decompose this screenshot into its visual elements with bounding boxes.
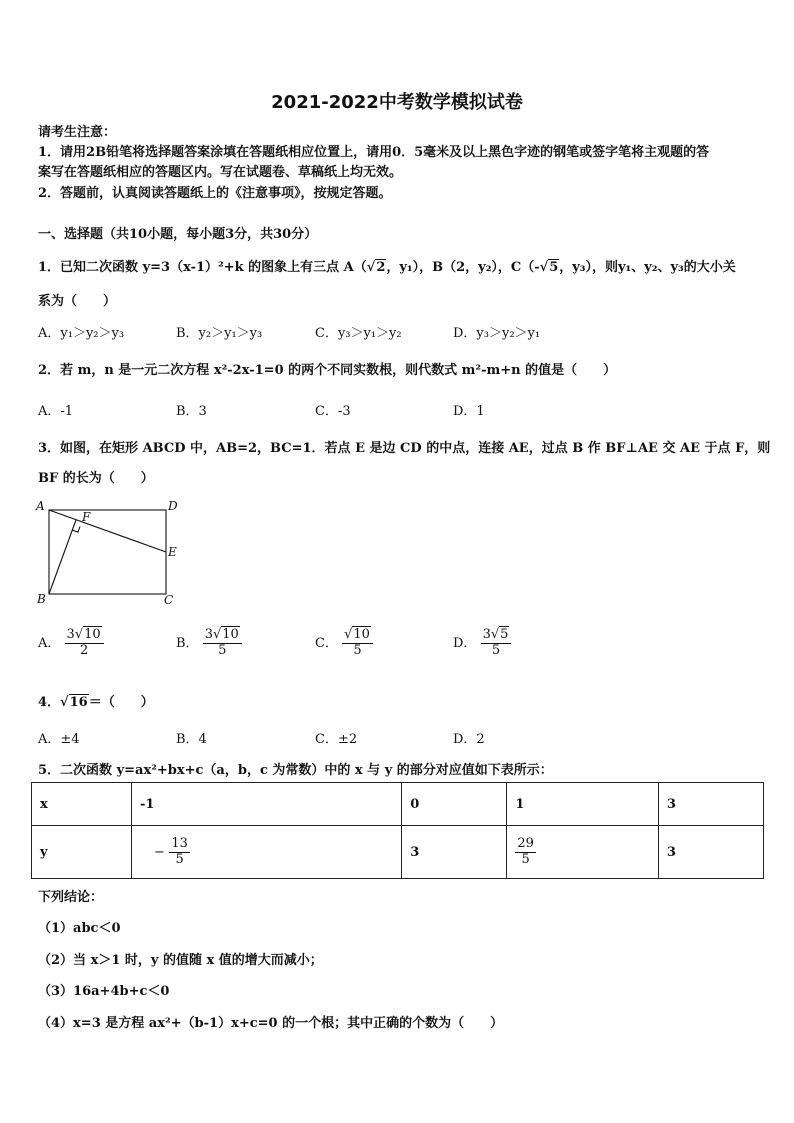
option-letter: B．: [176, 635, 199, 651]
q1-radicand-c: 5: [549, 260, 559, 275]
notice-item-2: 2．答题前，认真阅读答题纸上的《注意事项》，按规定答题。: [38, 186, 392, 201]
table-row: [32, 826, 764, 879]
coefficient: 3: [66, 627, 75, 642]
question-4: [38, 691, 154, 710]
segment-bf: [49, 520, 76, 594]
radicand: 10: [84, 627, 101, 642]
table-cell: 3: [402, 826, 507, 879]
question-1-line-1: [38, 256, 736, 275]
denominator: 2: [79, 642, 89, 658]
q3-option-b[interactable]: [176, 628, 242, 659]
denominator: 5: [175, 851, 184, 867]
q1-option-a[interactable]: A．y₁＞y₂＞y₃: [38, 326, 125, 341]
value-table: [31, 782, 764, 879]
question-1-line-2: 系为（ ）: [38, 294, 117, 309]
question-5: 5．二次函数 y=ax²+bx+c（a，b，c 为常数）中的 x 与 y 的部分对应值如下表所示：: [38, 763, 553, 778]
table-row: [32, 783, 764, 826]
conclusion-1: （1）abc＜0: [38, 921, 121, 936]
q4-suffix: ＝（ ）: [88, 695, 154, 710]
radicand: 10: [353, 627, 370, 642]
numerator: 13: [171, 835, 188, 851]
q4-option-a[interactable]: A．±4: [38, 732, 80, 747]
q2-option-d[interactable]: D．1: [453, 404, 485, 419]
label-b: B: [37, 592, 46, 606]
rectangle-abcd-figure: [34, 498, 184, 608]
q1-text-c: ，y₃），则y₁、y₂、y₃的大小关: [559, 260, 736, 275]
fraction: [203, 628, 242, 659]
coefficient: 3: [482, 627, 491, 642]
q4-option-d[interactable]: D．2: [453, 732, 485, 747]
sqrt-symbol: √: [490, 627, 500, 642]
sqrt-symbol: √: [212, 627, 222, 642]
fraction: [481, 628, 512, 659]
page-title: 2021-2022中考数学模拟试卷: [271, 92, 523, 113]
sqrt-symbol: √: [60, 695, 69, 710]
q1-option-b[interactable]: B．y₂＞y₁＞y₃: [176, 326, 263, 341]
question-3-line-2: BF 的长为（ ）: [38, 471, 154, 486]
fraction: [515, 837, 536, 868]
radicand: 10: [222, 627, 239, 642]
conclusion-4: （4）x=3 是方程 ax²+（b-1）x+c=0 的一个根；其中正确的个数为（ ）: [38, 1016, 504, 1031]
fraction: [342, 628, 373, 659]
sqrt-symbol: √: [366, 260, 376, 275]
table-cell: 3: [658, 826, 763, 879]
q3-option-d[interactable]: [453, 628, 511, 659]
q2-option-c[interactable]: C．-3: [315, 404, 351, 419]
q4-option-c[interactable]: C．±2: [315, 732, 358, 747]
q1-option-d[interactable]: D．y₃＞y₂＞y₁: [453, 326, 541, 341]
question-2: 2．若 m，n 是一元二次方程 x²-2x-1=0 的两个不同实数根，则代数式 m²-m+n 的值是（ ）: [38, 363, 617, 378]
notice-item-1-line-1: 1．请用2B铅笔将选择题答案涂填在答题纸相应位置上，请用0．5毫米及以上黑色字迹的钢笔或签字笔将主观题的答: [38, 145, 710, 160]
label-e: E: [168, 545, 177, 559]
table-cell: [507, 826, 659, 879]
numerator: 29: [517, 835, 534, 851]
table-cell: -1: [131, 783, 401, 826]
q1-option-c[interactable]: C．y₃＞y₁＞y₂: [315, 326, 402, 341]
q1-text-b: ，y₁），B（2，y₂），C（-: [386, 260, 540, 275]
sqrt-symbol: √: [344, 627, 353, 642]
q2-option-a[interactable]: A．-1: [38, 404, 74, 419]
q1-text-a: 1．已知二次函数 y=3（x-1）²+k 的图象上有三点 A（: [38, 260, 367, 275]
table-cell: 0: [402, 783, 507, 826]
table-cell: 3: [658, 783, 763, 826]
q1-radicand-a: 2: [376, 260, 386, 275]
option-letter: D．: [453, 635, 477, 651]
label-d: D: [168, 499, 178, 513]
q3-option-c[interactable]: [315, 628, 373, 659]
fraction: [65, 628, 104, 659]
conclusion-3: （3）16a+4b+c＜0: [38, 984, 170, 999]
table-cell: 1: [507, 783, 659, 826]
conclusions-heading: 下列结论：: [38, 890, 104, 905]
label-f: F: [82, 510, 91, 524]
denominator: 5: [491, 642, 501, 658]
table-cell: y: [32, 826, 132, 879]
rectangle-abcd: [49, 510, 166, 594]
sqrt-symbol: √: [539, 260, 549, 275]
q3-option-a[interactable]: [38, 628, 104, 659]
conclusion-2: （2）当 x＞1 时，y 的值随 x 值的增大而减小；: [38, 953, 323, 968]
denominator: 5: [218, 642, 227, 658]
q2-option-b[interactable]: B．3: [176, 404, 207, 419]
sqrt-symbol: √: [74, 627, 84, 642]
q4-prefix: 4．: [38, 695, 61, 710]
table-cell: x: [32, 783, 132, 826]
label-a: A: [36, 499, 45, 513]
notice-heading: 请考生注意：: [38, 125, 117, 140]
radicand: 5: [500, 627, 509, 642]
q4-option-b[interactable]: B．4: [176, 732, 207, 747]
fraction: [169, 837, 190, 868]
denominator: 5: [521, 851, 530, 867]
section-heading: 一、选择题（共10小题，每小题3分，共30分）: [38, 227, 318, 242]
question-3-line-1: 3．如图，在矩形 ABCD 中，AB=2，BC=1．若点 E 是边 CD 的中点，连接 AE，过点 B 作 BF⊥AE 交 AE 于点 F，则: [38, 441, 771, 456]
option-letter: A．: [38, 635, 61, 651]
coefficient: 3: [204, 627, 213, 642]
label-c: C: [164, 593, 174, 607]
minus-sign: −: [153, 844, 165, 860]
option-letter: C．: [315, 635, 338, 651]
notice-item-1-line-2: 案写在答题纸相应的答题区内。写在试题卷、草稿纸上均无效。: [38, 165, 403, 180]
q4-radicand: 16: [69, 695, 88, 710]
denominator: 5: [353, 642, 362, 658]
table-cell: [131, 826, 401, 879]
